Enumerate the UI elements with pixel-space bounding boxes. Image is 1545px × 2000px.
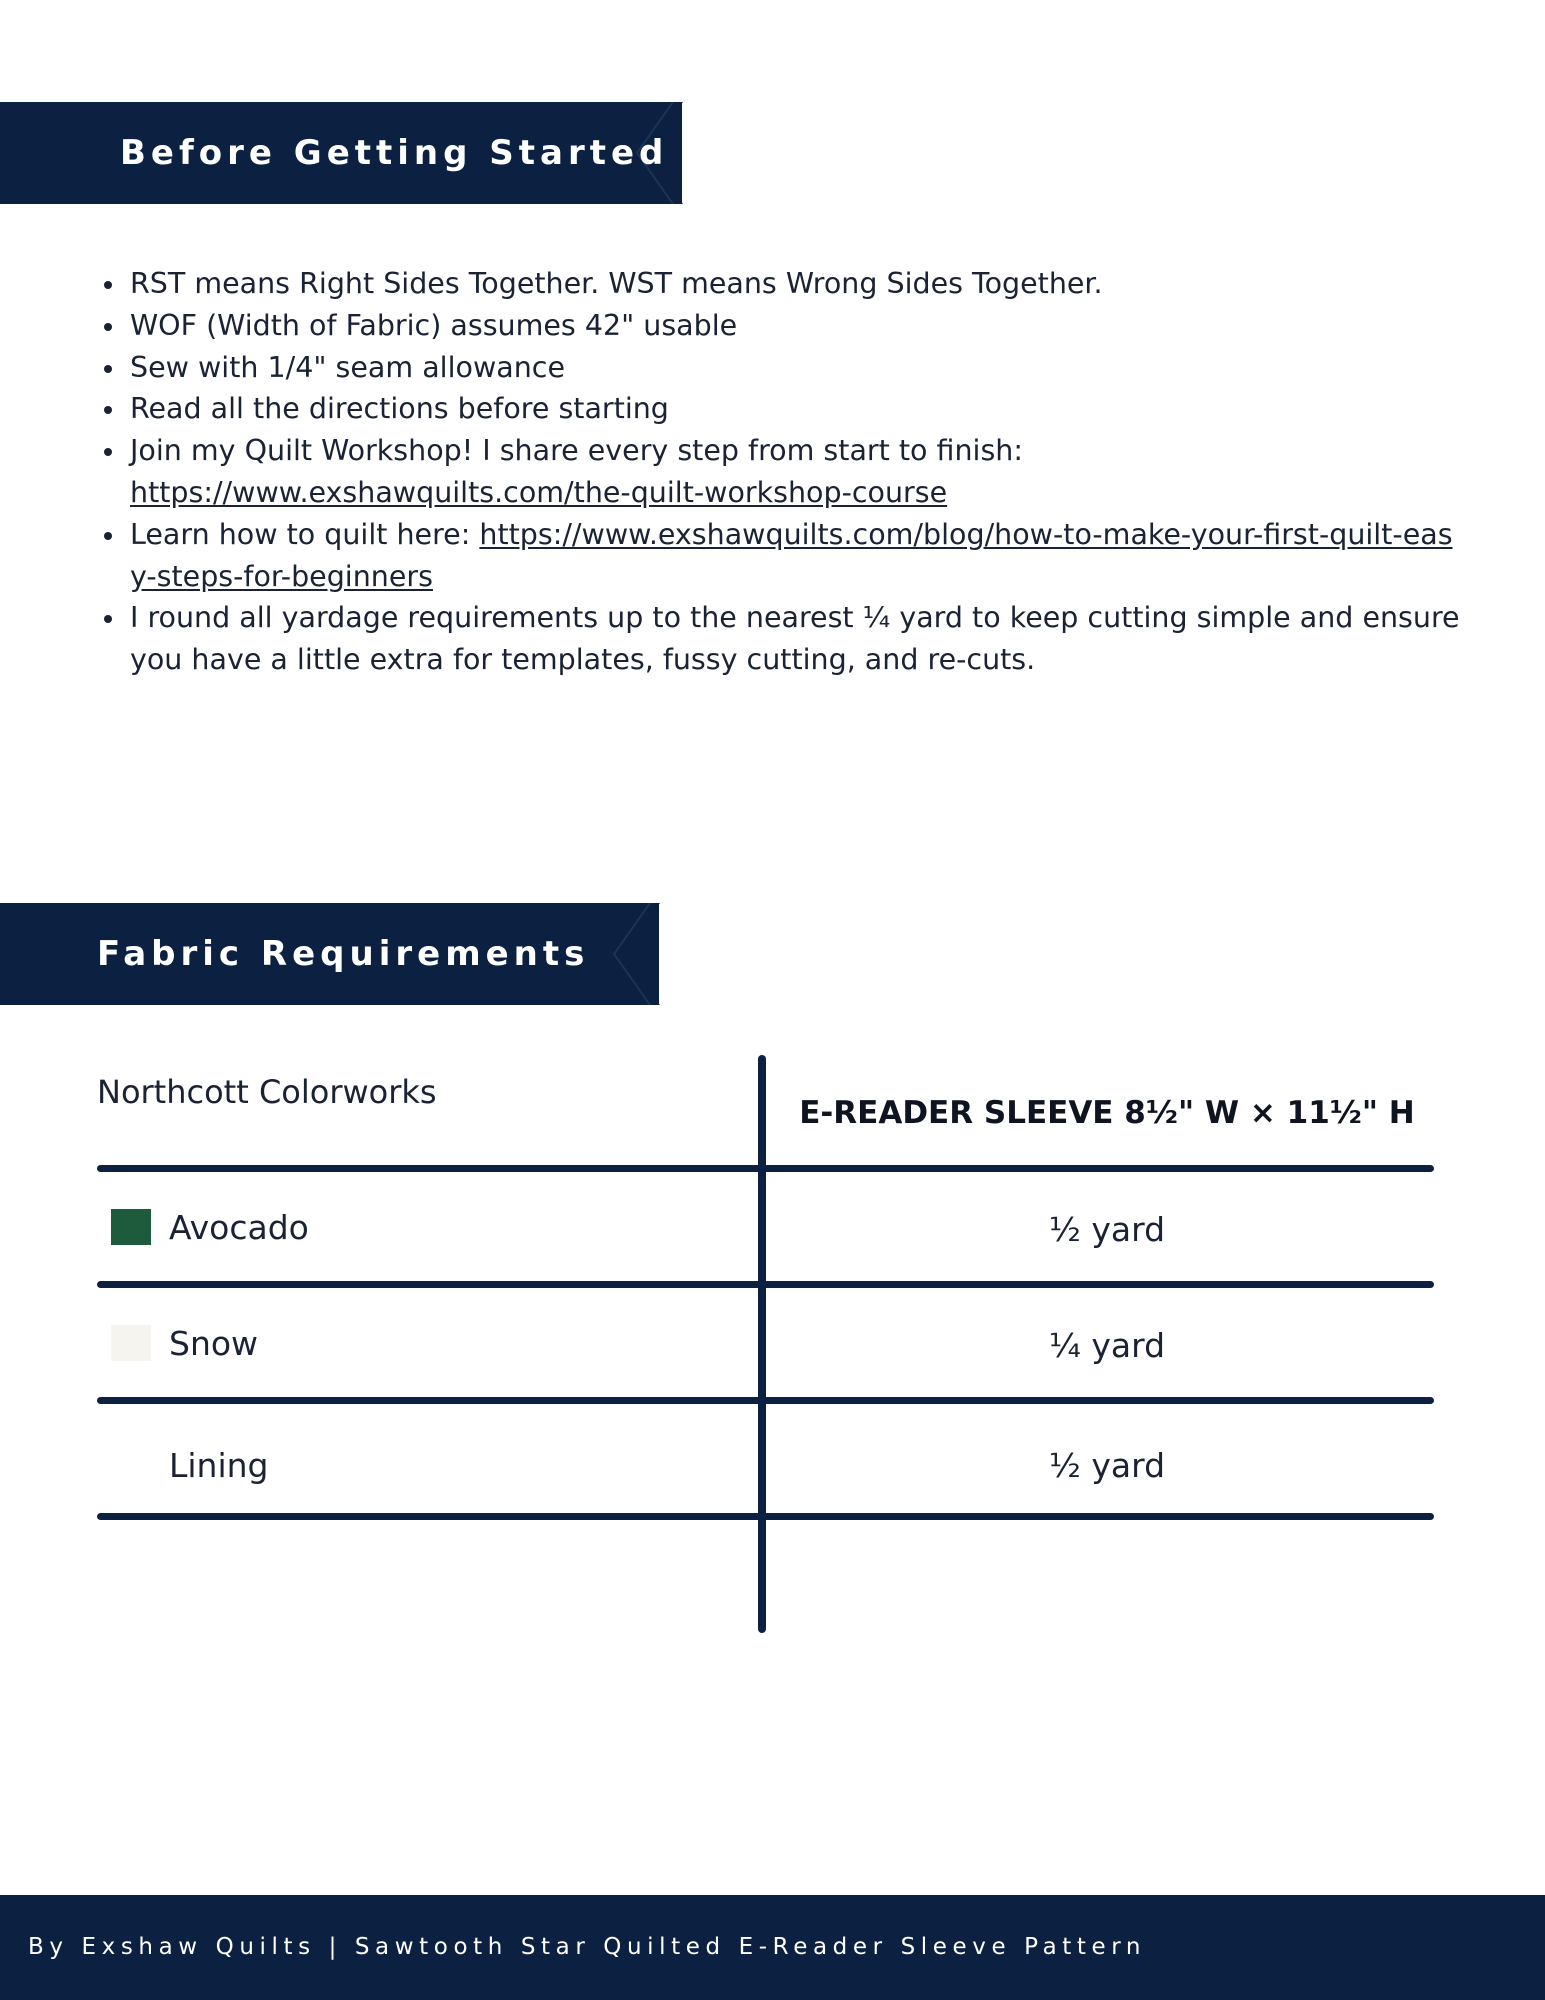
list-item	[130, 514, 1460, 598]
column-header: E-READER SLEEVE 8½" W × 11½" H	[799, 1095, 1415, 1131]
fabric-table	[97, 1055, 1434, 1633]
list-item-text: RST means Right Sides Together. WST means Wrong Sides Together.	[130, 267, 1103, 300]
banner-notch	[598, 903, 660, 1005]
table-row	[97, 1288, 1434, 1398]
table-row	[97, 1404, 1434, 1514]
list-item	[130, 388, 1460, 430]
row-divider	[97, 1281, 1434, 1288]
fabric-brand-label: Northcott Colorworks	[97, 1073, 437, 1111]
section-title-fabric: Fabric Requirements	[97, 934, 590, 974]
row-divider	[97, 1165, 1434, 1172]
fabric-requirements-banner	[0, 903, 659, 1005]
list-item	[130, 430, 1460, 514]
section-title-before: Before Getting Started	[120, 133, 669, 173]
list-item-text: Join my Quilt Workshop! I share every step from start to finish:	[130, 434, 1023, 468]
list-item	[130, 347, 1460, 389]
fabric-amount: ½ yard	[1048, 1446, 1166, 1485]
before-getting-started-banner	[0, 102, 682, 204]
footer-text: By Exshaw Quilts | Sawtooth Star Quilted E-Reader Sleeve Pattern	[28, 1934, 1147, 1960]
list-item-text: Learn how to quilt here:	[130, 517, 480, 551]
fabric-name: Lining	[169, 1446, 269, 1485]
list-item	[130, 305, 1460, 347]
row-divider	[97, 1513, 1434, 1520]
list-item-text: WOF (Width of Fabric) assumes 42" usable	[130, 308, 738, 342]
snow-swatch	[111, 1325, 151, 1361]
table-row	[97, 1172, 1434, 1282]
list-item	[130, 597, 1460, 681]
row-divider	[97, 1397, 1434, 1404]
list-item-text: Read all the directions before starting	[130, 392, 669, 426]
fabric-name: Snow	[169, 1324, 259, 1363]
avocado-swatch	[111, 1209, 151, 1245]
fabric-name: Avocado	[169, 1208, 309, 1247]
workshop-link[interactable]: https://www.exshawquilts.com/the-quilt-workshop-course	[130, 475, 948, 509]
list-item-text: I round all yardage requirements up to the nearest ¼ yard to keep cutting simple and ensure you have a little extra for templates, fussy cutting, and re-cuts.	[130, 601, 1460, 677]
instructions-list	[98, 263, 1460, 681]
list-item-text: Sew with 1/4" seam allowance	[130, 350, 566, 384]
fabric-amount: ¼ yard	[1048, 1326, 1166, 1365]
page-footer	[0, 1895, 1545, 2000]
learn-to-quilt-link[interactable]: https://www.exshawquilts.com/blog/how-to-make-your-first-quilt-easy-steps-for-beginners	[130, 517, 1453, 593]
list-item	[130, 263, 1460, 305]
fabric-amount: ½ yard	[1048, 1210, 1166, 1249]
